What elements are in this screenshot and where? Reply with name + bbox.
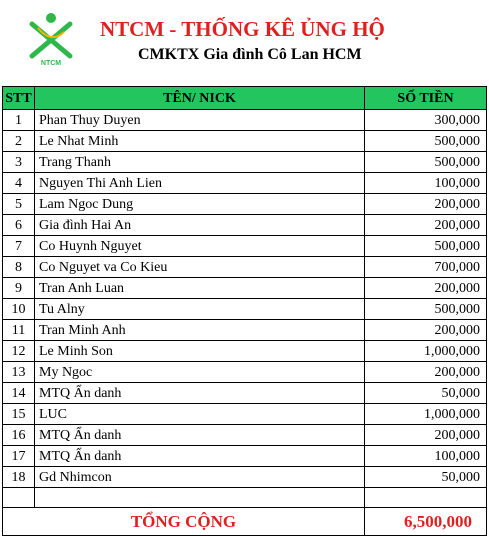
row-amount: 100,000: [365, 173, 487, 194]
row-stt: 6: [3, 215, 35, 236]
table-row: [3, 425, 487, 446]
row-amount: 200,000: [365, 362, 487, 383]
table-row: [3, 110, 487, 131]
total-amount: 6,500,000: [365, 508, 487, 536]
total-label: TỔNG CỘNG: [3, 508, 365, 536]
row-amount: 200,000: [365, 320, 487, 341]
row-stt: 7: [3, 236, 35, 257]
row-stt: 9: [3, 278, 35, 299]
row-name: Phan Thuy Duyen: [35, 110, 365, 131]
row-amount: 50,000: [365, 467, 487, 488]
row-stt: 3: [3, 152, 35, 173]
row-stt: 16: [3, 425, 35, 446]
row-stt: 10: [3, 299, 35, 320]
donation-table: [2, 86, 487, 536]
row-name: Tu Alny: [35, 299, 365, 320]
column-header-amount: SỐ TIỀN: [365, 87, 487, 110]
table-row: [3, 257, 487, 278]
total-row: [3, 508, 487, 536]
row-name: Tran Anh Luan: [35, 278, 365, 299]
table-row: [3, 299, 487, 320]
table-row: [3, 320, 487, 341]
row-stt: 13: [3, 362, 35, 383]
row-amount: 200,000: [365, 215, 487, 236]
logo-text: NTCM: [40, 60, 62, 66]
row-name: Co Nguyet va Co Kieu: [35, 257, 365, 278]
row-stt: 1: [3, 110, 35, 131]
row-amount: 300,000: [365, 110, 487, 131]
table-row: [3, 278, 487, 299]
table-row: [3, 467, 487, 488]
row-stt: 18: [3, 467, 35, 488]
row-name: MTQ Ẩn danh: [35, 383, 365, 404]
row-stt: 2: [3, 131, 35, 152]
row-stt: 11: [3, 320, 35, 341]
row-name: My Ngoc: [35, 362, 365, 383]
row-amount: 1,000,000: [365, 341, 487, 362]
row-amount: 200,000: [365, 194, 487, 215]
row-amount: 200,000: [365, 425, 487, 446]
table-row: [3, 404, 487, 425]
page-title: NTCM - THỐNG KÊ ỦNG HỘ: [100, 17, 385, 41]
table-row: [3, 131, 487, 152]
row-amount: 500,000: [365, 152, 487, 173]
row-amount: 100,000: [365, 446, 487, 467]
row-name: Tran Minh Anh: [35, 320, 365, 341]
row-amount: 500,000: [365, 236, 487, 257]
table-row: [3, 215, 487, 236]
page-header: [0, 0, 489, 86]
row-stt: 12: [3, 341, 35, 362]
table-row: [3, 383, 487, 404]
row-name: Trang Thanh: [35, 152, 365, 173]
row-name: Gia đình Hai An: [35, 215, 365, 236]
table-row: [3, 236, 487, 257]
table-row: [3, 362, 487, 383]
table-row: [3, 341, 487, 362]
row-name: Le Minh Son: [35, 341, 365, 362]
row-amount: 50,000: [365, 383, 487, 404]
row-amount: 700,000: [365, 257, 487, 278]
table-row: [3, 194, 487, 215]
page-subtitle: CMKTX Gia đình Cô Lan HCM: [138, 46, 362, 63]
row-amount: 200,000: [365, 278, 487, 299]
empty-row: [3, 488, 487, 508]
column-header-stt: STT: [3, 87, 35, 110]
row-name: Nguyen Thi Anh Lien: [35, 173, 365, 194]
row-amount: 500,000: [365, 299, 487, 320]
row-name: Gd Nhimcon: [35, 467, 365, 488]
row-amount: 500,000: [365, 131, 487, 152]
row-stt: 15: [3, 404, 35, 425]
row-name: LUC: [35, 404, 365, 425]
row-stt: 14: [3, 383, 35, 404]
table-row: [3, 152, 487, 173]
row-name: Le Nhat Minh: [35, 131, 365, 152]
table-row: [3, 173, 487, 194]
column-header-name: TÊN/ NICK: [35, 87, 365, 110]
row-stt: 4: [3, 173, 35, 194]
row-amount: 1,000,000: [365, 404, 487, 425]
row-name: MTQ Ẩn danh: [35, 425, 365, 446]
table-header-row: [3, 87, 487, 110]
row-stt: 5: [3, 194, 35, 215]
row-name: Lam Ngoc Dung: [35, 194, 365, 215]
ntcm-logo-icon: [28, 10, 74, 66]
row-stt: 8: [3, 257, 35, 278]
row-name: MTQ Ẩn danh: [35, 446, 365, 467]
table-row: [3, 446, 487, 467]
row-stt: 17: [3, 446, 35, 467]
row-name: Co Huynh Nguyet: [35, 236, 365, 257]
